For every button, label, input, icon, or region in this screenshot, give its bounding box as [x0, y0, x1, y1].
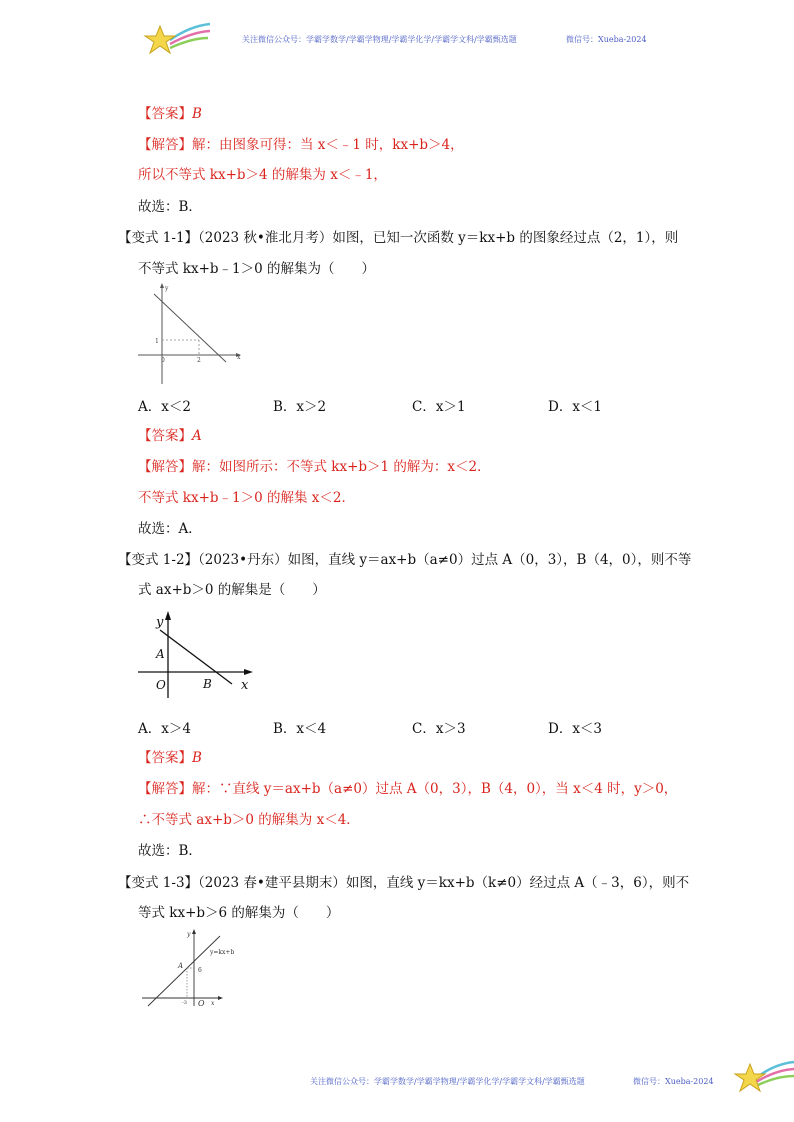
- fig2-y-label: y: [156, 615, 164, 630]
- solution-line-0-1: 【解答】解：由图象可得：当 x＜﹣1 时，kx+b＞4，: [138, 137, 464, 153]
- footer-logo: [730, 1056, 794, 1100]
- fig2-point-b: B: [203, 677, 212, 691]
- figure-q1: [136, 282, 246, 388]
- fig1-x-label: x: [237, 354, 241, 361]
- fig1-origin: 0: [161, 357, 165, 364]
- fig1-tick-2: 2: [197, 357, 201, 364]
- question-3-line-2: 等式 kx+b＞6 的解集为（ ）: [138, 905, 340, 921]
- question-2-line-1: 【变式 1-2】（2023•丹东）如图，直线 y＝ax+b（a≠0）过点 A（0，3），B（4，0），则不等: [118, 552, 692, 568]
- q1-option-a: A．x＜2: [138, 399, 191, 415]
- q1-option-c: C．x＞1: [412, 399, 466, 415]
- solution-line-2-1: 【解答】解：∵直线 y＝ax+b（a≠0）过点 A（0，3），B（4，0），当 x＜4 时，y＞0，: [138, 781, 678, 797]
- answer-line-0: 【答案】B: [138, 106, 202, 122]
- solution-line-1-3: 故选：A．: [138, 521, 202, 537]
- answer-line-2: 【答案】B: [138, 750, 202, 766]
- fig2-point-a: A: [156, 647, 165, 661]
- fig3-y-label: y: [187, 931, 191, 938]
- solution-line-1-1: 【解答】解：如图所示：不等式 kx+b＞1 的解为：x＜2．: [138, 459, 491, 475]
- q2-option-d: D．x＜3: [548, 721, 603, 737]
- question-1-line-1: 【变式 1-1】（2023 秋•淮北月考）如图，已知一次函数 y＝kx+b 的图象经过点（2，1），则: [118, 230, 679, 246]
- figure-q3: [138, 926, 250, 1008]
- question-2-line-2: 式 ax+b＞0 的解集是（ ）: [138, 582, 326, 598]
- header-text: 关注微信公众号：学霸学数学/学霸学物理/学霸学化学/学霸学文科/学霸甄选题: [242, 35, 517, 44]
- question-3-line-1: 【变式 1-3】（2023 春•建平县期末）如图，直线 y＝kx+b（k≠0）经过点 A（﹣3，6），则不: [118, 875, 690, 891]
- fig3-tick-6: 6: [198, 967, 202, 974]
- fig3-x-label: x: [211, 1000, 215, 1007]
- fig3-line-label: y=kx+b: [210, 949, 235, 956]
- fig2-origin: O: [156, 678, 166, 692]
- solution-line-2-2: ∴不等式 ax+b＞0 的解集为 x＜4．: [138, 812, 360, 828]
- fig1-y-label: y: [165, 285, 169, 292]
- q2-option-c: C．x＞3: [412, 721, 466, 737]
- figure-q2: [136, 608, 256, 698]
- q2-option-b: B．x＜4: [273, 721, 327, 737]
- solution-line-2-3: 故选：B．: [138, 843, 202, 859]
- footer-wechat-id: 微信号：Xueba-2024: [633, 1077, 714, 1086]
- fig3-point-a: A: [178, 962, 184, 970]
- q2-option-a: A．x＞4: [138, 721, 191, 737]
- fig1-tick-1: 1: [155, 338, 159, 345]
- solution-line-1-2: 不等式 kx+b﹣1＞0 的解集 x＜2．: [138, 490, 356, 506]
- solution-line-0-2: 所以不等式 kx+b＞4 的解集为 x＜﹣1，: [138, 167, 387, 183]
- fig3-tick-neg3: -3: [182, 1000, 187, 1006]
- answer-line-1: 【答案】A: [138, 428, 202, 444]
- footer-text: 关注微信公众号：学霸学数学/学霸学物理/学霸学化学/学霸学文科/学霸甄选题: [310, 1077, 585, 1086]
- solution-line-0-3: 故选：B．: [138, 199, 202, 215]
- header-wechat-id: 微信号：Xueba-2024: [566, 35, 647, 44]
- q1-option-b: B．x＞2: [273, 399, 327, 415]
- question-1-line-2: 不等式 kx+b﹣1＞0 的解集为（ ）: [138, 261, 376, 277]
- q1-option-d: D．x＜1: [548, 399, 603, 415]
- fig2-x-label: x: [241, 678, 249, 693]
- fig3-origin: O: [198, 999, 205, 1008]
- header-logo: [140, 18, 212, 62]
